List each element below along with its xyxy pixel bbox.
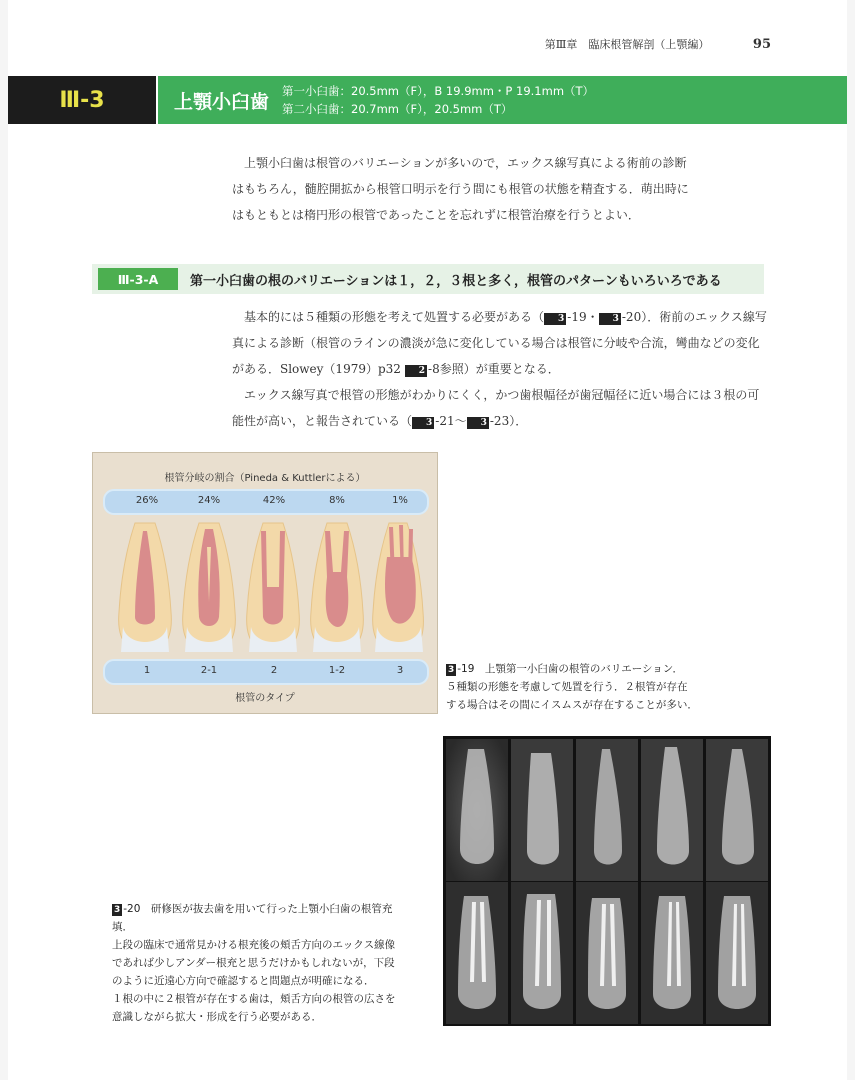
percentage-label: 24%	[197, 495, 221, 506]
figure-20-caption	[112, 900, 442, 1026]
intro-line: はもともとは楕円形の根管であったことを忘れずに根管治療を行うとよい．	[232, 208, 640, 222]
running-head	[545, 36, 771, 52]
xray-image	[706, 882, 768, 1024]
chapter-bar	[8, 76, 847, 124]
body-text-run: -19・	[567, 310, 599, 324]
body-paragraph-1	[232, 304, 770, 382]
body-text-run: エックス線写真で根管の形態がわかりにくく，かつ歯根幅径が歯冠幅径に近い場合には３根の可能性が高い，と報告されている（	[232, 388, 760, 428]
type-axis-label: 根管のタイプ	[235, 693, 295, 704]
xray-image	[576, 882, 638, 1024]
tooth-diagrams	[103, 517, 425, 657]
body-text-run: 基本的には５種類の形態を考えて処置する必要がある（	[244, 310, 545, 324]
xray-image	[446, 739, 508, 881]
measurement-first-premolar: 第一小臼歯：20.5mm（F），B 19.9mm・P 19.1mm（T）	[282, 84, 595, 98]
tooth-type-1-2	[311, 523, 364, 652]
caption-line: 填．	[112, 921, 133, 933]
caption-line: １根の中に２根管が存在する歯は，頬舌方向の根管の広さを	[112, 993, 396, 1005]
xray-image	[641, 882, 703, 1024]
body-text	[232, 304, 770, 434]
tooth-type-2	[247, 523, 300, 652]
figure-ref-badge: 3	[467, 417, 489, 429]
page	[8, 0, 847, 1080]
intro-paragraph	[232, 150, 770, 228]
caption-line: -20 研修医が抜去歯を用いて行った上顎小臼歯の根管充	[123, 903, 393, 915]
percentage-row	[103, 489, 429, 515]
tooth-type-1	[119, 523, 172, 652]
percentage-label: 8%	[329, 495, 345, 506]
figure-ref-badge: 3	[448, 665, 455, 675]
section-tag: Ⅲ-3-A	[98, 268, 178, 290]
caption-line: であれば少しアンダー根充と思うだけかもしれないが，下段	[112, 957, 395, 969]
xray-image	[706, 739, 768, 881]
intro-line: はもちろん，髄腔開拡から根管口明示を行う間にも根管の状態を精査する．萌出時に	[232, 182, 689, 196]
percentage-label: 26%	[135, 495, 159, 506]
tooth-type-2-1	[183, 523, 236, 652]
measurement-second-premolar: 第二小臼歯：20.7mm（F），20.5mm（T）	[282, 102, 513, 116]
body-text-run: -20）．術前のエックス線写真による診断（根管のラインの濃淡が急に変化している場合は根管に分岐や合流，彎曲などの変化がある．Slowey（1979）p32	[232, 310, 767, 376]
figure-root-canal-variations	[92, 452, 438, 714]
xray-image	[576, 739, 638, 881]
percentage-label: 1%	[392, 495, 408, 506]
xray-image	[446, 882, 508, 1024]
caption-line: のように近遠心方向で確認すると問題点が明確になる．	[112, 975, 375, 987]
tooth-type-3	[373, 523, 424, 652]
figure-ref-badge: 3	[412, 417, 434, 429]
body-text-run: -23）．	[489, 414, 528, 428]
body-text-run: -21〜	[435, 414, 467, 428]
type-label: 3	[396, 665, 404, 676]
xray-image	[641, 739, 703, 881]
body-text-run: -8参照）が重要となる．	[428, 362, 560, 376]
page-number: 95	[752, 37, 771, 52]
type-row	[103, 659, 429, 685]
xray-image	[511, 739, 573, 881]
caption-line: 上段の臨床で通常見かける根充後の頬舌方向のエックス線像	[112, 939, 396, 951]
type-label: 1	[143, 665, 151, 676]
caption-line: ５種類の形態を考慮して処置を行う．２根管が存在	[446, 681, 688, 693]
xray-image-grid	[443, 736, 771, 1026]
figure-title: 根管分岐の割合（Pineda & Kuttlerによる）	[164, 473, 366, 484]
caption-line: -19 上顎第一小臼歯の根管のバリエーション．	[457, 663, 683, 675]
chapter-header	[158, 76, 847, 124]
type-label: 2-1	[200, 665, 218, 676]
running-head-chapter: 第Ⅲ章 臨床根管解剖（上顎編）	[544, 38, 710, 51]
chapter-number: Ⅲ-3	[8, 76, 156, 124]
xray-image	[511, 882, 573, 1024]
percentage-label: 42%	[262, 495, 286, 506]
figure-ref-badge: 3	[599, 313, 621, 325]
type-label: 1-2	[328, 665, 346, 676]
body-paragraph-2	[232, 382, 770, 434]
figure-ref-badge: 3	[544, 313, 566, 325]
caption-line: 意識しながら拡大・形成を行う必要がある．	[112, 1011, 322, 1023]
figure-19-caption	[446, 660, 766, 714]
section-title: 第一小臼歯の根のバリエーションは１，２，３根と多く，根管のパターンもいろいろである	[190, 274, 722, 289]
caption-line: する場合はその間にイスムスが存在することが多い．	[446, 699, 698, 711]
intro-line: 上顎小臼歯は根管のバリエーションが多いので，エックス線写真による術前の診断	[244, 156, 687, 170]
figure-ref-badge: 2	[405, 365, 427, 377]
chapter-title: 上顎小臼歯	[174, 91, 270, 113]
figure-ref-badge: 3	[114, 905, 121, 915]
section-heading	[92, 264, 764, 294]
chapter-measurements	[282, 82, 594, 118]
type-label: 2	[270, 665, 278, 676]
